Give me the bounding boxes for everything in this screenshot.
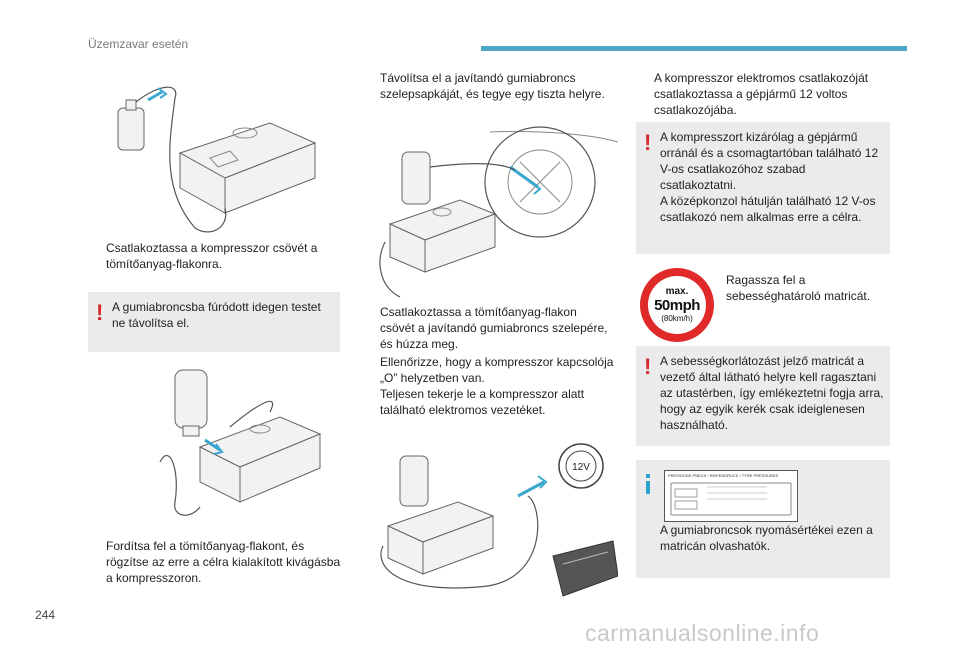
illustration-tyre-connection	[370, 122, 618, 300]
step-check-switch	[362, 354, 614, 386]
warning-text: A gumiabroncsba fúródott idegen testet ne távolítsa el.	[112, 300, 321, 330]
header-accent-bar	[481, 46, 907, 51]
info-icon	[646, 474, 650, 494]
warning-icon: !	[96, 300, 104, 325]
step-remove-valve-cap	[362, 70, 614, 102]
step-text: Távolítsa el a javítandó gumiabroncs szelepsapkáját, és tegye egy tiszta helyre.	[380, 71, 605, 101]
watermark: carmanualsonline.info	[585, 620, 820, 646]
step-connect-to-valve	[362, 304, 614, 352]
socket-label: 12V	[572, 462, 590, 473]
warning-box-sticker	[636, 346, 890, 446]
speed-limit-sticker	[640, 268, 714, 342]
step-unwind-cable	[362, 386, 614, 418]
sticker-heading: PRESSIONS PNEUS / REIFENDRUCK / TYRE PRESSURES	[668, 473, 779, 478]
step-text: Ragassza fel a sebességhatároló matricát.	[726, 273, 871, 303]
section-title: Üzemzavar esetén	[88, 37, 189, 51]
step-text: Fordítsa fel a tömítőanyag-flakont, és rögzítse az erre a célra kialakított kivágásba a kompresszoron.	[106, 539, 341, 585]
sign-line-kmh: (80km/h)	[661, 314, 693, 323]
info-text: A gumiabroncsok nyomásértékei ezen a matricán olvashatók.	[660, 523, 873, 553]
step-text: Teljesen tekerje le a kompresszor alatt található elektromos vezetéket.	[380, 387, 585, 417]
warning-text: A kompresszort kizárólag a gépjármű orránál és a csomagtartóban található 12 V-os csatlakozóhoz szabad csatlakoztatni. A középkonzol hátulján található 12 V-os csatlakozó nem alkalmas erre a célra.	[660, 130, 879, 224]
illustration-bottle-inverted	[130, 362, 330, 522]
sign-line-max: max.	[665, 286, 689, 297]
step-invert-bottle	[88, 538, 343, 586]
warning-text: A sebességkorlátozást jelző matricát a vezető által látható helyre kell ragasztani az utastérben, így emlékeztetni fogja arra, hogy az egyik kerék csak ideiglenesen használható.	[660, 354, 884, 432]
illustration-power-plug	[368, 436, 618, 606]
tyre-pressure-label-image	[664, 470, 798, 522]
step-connect-hose	[88, 240, 338, 272]
illustration-compressor-hose	[100, 78, 320, 238]
step-plug-in-compressor	[636, 70, 890, 118]
step-text: A kompresszor elektromos csatlakozóját csatlakoztassa a gépjármű 12 voltos csatlakozójába.	[654, 71, 869, 117]
warning-icon: !	[644, 354, 652, 379]
step-text: Csatlakoztassa a kompresszor csövét a tömítőanyag-flakonra.	[106, 241, 318, 271]
warning-box-foreign-object	[88, 292, 340, 352]
page-number: 244	[35, 608, 56, 622]
sign-line-mph: 50mph	[654, 297, 700, 314]
warning-icon: !	[644, 130, 652, 155]
step-text: Ellenőrizze, hogy a kompresszor kapcsolója „O” helyzetben van.	[380, 355, 614, 385]
step-text: Csatlakoztassa a tömítőanyag-flakon csövét a javítandó gumiabroncs szelepére, és húzza meg.	[380, 305, 608, 351]
warning-box-socket	[636, 122, 890, 254]
step-apply-sticker	[708, 272, 888, 304]
